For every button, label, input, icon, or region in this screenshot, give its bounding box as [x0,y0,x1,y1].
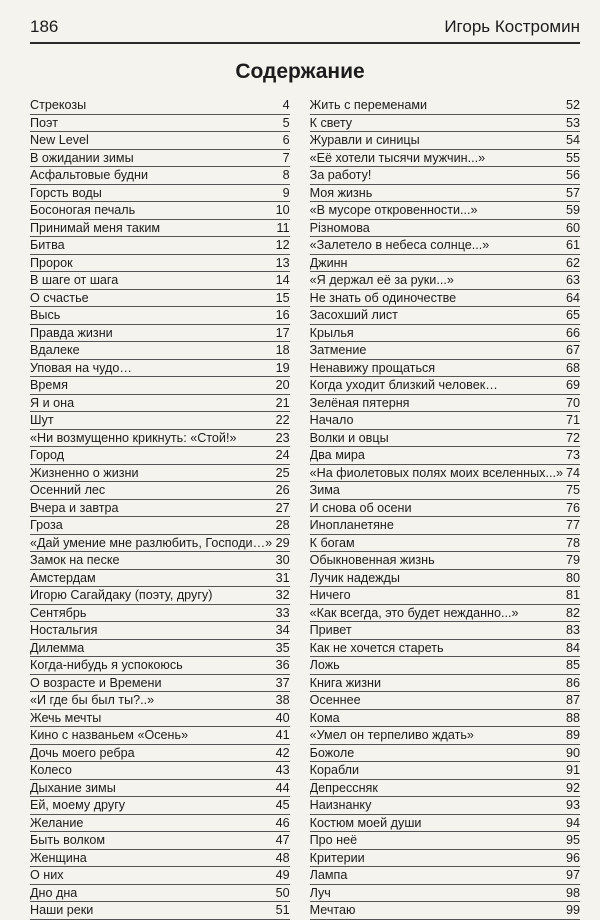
toc-entry [310,640,580,658]
toc-entry [30,710,290,728]
toc-entry-page: 21 [275,395,290,410]
toc-entry-page: 67 [565,343,580,357]
toc-entry-page: 26 [275,483,290,497]
toc-entry [310,360,580,378]
toc-entry [310,237,580,255]
toc-entry-title: «На фиолетовых полях моих вселенных...» [309,465,563,480]
toc-entry-title: К богам [309,535,355,550]
toc-entry [310,447,580,465]
toc-entry-title: Про неё [309,833,358,847]
toc-entry-page: 23 [275,430,290,445]
toc-entry-title: Инопланетяне [309,518,394,532]
toc-entry-title: Божоле [309,745,355,760]
toc-entry-title: Когда уходит близкий человек… [309,378,498,392]
toc-entry [30,255,290,273]
toc-entry [30,622,290,640]
toc-entry-title: Не знать об одиночестве [309,290,457,305]
toc-entry [310,482,580,500]
toc-entry-title: И снова об осени [309,500,412,515]
toc-entry-title: Луч [309,885,331,900]
toc-entry-title: Ей, моему другу [30,798,126,812]
toc-entry [30,290,290,308]
toc-entry-title: Наизнанку [309,798,372,812]
toc-entry [30,902,290,920]
toc-entry-title: Дочь моего ребра [30,745,135,760]
toc-entry [30,377,290,395]
toc-entry [30,850,290,868]
toc-entry-title: Книга жизни [309,675,381,690]
toc-entry-page: 60 [565,220,580,235]
toc-entry [310,255,580,273]
toc-entry-page: 95 [565,833,580,847]
toc-entry-page: 32 [275,588,290,602]
toc-entry [310,832,580,850]
toc-entry [310,902,580,920]
toc-entry-title: Зима [309,483,340,497]
toc-entry-title: Лучик надежды [309,570,400,585]
toc-entry-title: Корабли [309,763,359,777]
toc-entry-page: 16 [275,308,290,322]
toc-entry-page: 70 [565,395,580,410]
toc-entry [30,220,290,238]
toc-entry-title: Крылья [309,325,354,340]
toc-entry [310,272,580,290]
toc-entry-page: 41 [275,728,290,742]
toc-entry-page: 34 [275,623,290,637]
toc-entry [30,535,290,553]
toc-entry-page: 51 [275,903,290,917]
toc-columns [30,97,580,920]
toc-entry-title: В ожидании зимы [30,150,134,165]
toc-entry-page: 78 [565,535,580,550]
toc-entry [310,185,580,203]
toc-entry [310,622,580,640]
toc-entry-title: Дно дна [30,885,78,900]
toc-entry-title: Ничего [309,588,351,602]
toc-entry [310,307,580,325]
toc-entry-title: Когда-нибудь я успокоюсь [30,658,183,672]
toc-entry-title: Два мира [309,448,365,462]
toc-entry-page: 55 [565,150,580,165]
toc-entry-page: 91 [565,763,580,777]
toc-entry-page: 5 [282,115,290,130]
toc-entry-page: 10 [275,203,290,217]
toc-entry-page: 49 [275,868,290,882]
toc-entry [30,605,290,623]
toc-title: Содержание [235,60,365,83]
toc-entry-title: Ложь [309,658,340,672]
toc-entry-page: 64 [565,290,580,305]
toc-entry [30,517,290,535]
toc-entry [310,430,580,448]
toc-entry-page: 80 [565,570,580,585]
toc-entry-title: Босоногая печаль [30,203,136,217]
toc-entry [310,675,580,693]
toc-entry-page: 19 [275,360,290,375]
toc-entry [310,167,580,185]
toc-entry-page: 9 [282,185,290,200]
toc-entry [30,447,290,465]
toc-entry [310,570,580,588]
toc-entry-page: 62 [565,255,580,270]
toc-entry-page: 12 [275,238,290,252]
toc-entry-page: 79 [565,553,580,567]
page-header [30,12,580,44]
toc-right-column [310,97,580,920]
toc-entry [310,377,580,395]
toc-entry-page: 24 [275,448,290,462]
toc-entry [310,465,580,483]
toc-entry-page: 90 [565,745,580,760]
toc-entry-title: Мечтаю [309,903,356,917]
toc-entry-title: Сентябрь [30,605,87,620]
toc-entry-title: Я и она [30,395,75,410]
toc-entry-page: 75 [565,483,580,497]
toc-entry [30,307,290,325]
toc-entry [30,815,290,833]
toc-entry [310,220,580,238]
toc-entry-title: «Её хотели тысячи мужчин...» [309,150,486,165]
toc-entry-page: 27 [275,500,290,515]
toc-entry-page: 18 [275,343,290,357]
toc-entry-page: 38 [275,693,290,707]
toc-entry-title: Кино с названьем «Осень» [30,728,189,742]
toc-entry [30,202,290,220]
toc-entry-title: К свету [309,115,353,130]
toc-entry-title: Стрекозы [30,98,87,112]
toc-entry-page: 42 [275,745,290,760]
toc-entry-page: 33 [275,605,290,620]
toc-entry [310,552,580,570]
toc-entry-title: Высь [30,308,61,322]
toc-entry-title: Депрессняк [309,780,378,795]
toc-entry [310,692,580,710]
toc-entry-title: В шаге от шага [30,273,119,287]
toc-entry-page: 98 [565,885,580,900]
toc-entry [30,640,290,658]
toc-entry [30,132,290,150]
toc-entry-page: 50 [275,885,290,900]
toc-entry [310,587,580,605]
toc-entry-page: 46 [275,815,290,830]
toc-entry-title: Вдалеке [30,343,80,357]
toc-entry-page: 13 [275,255,290,270]
toc-entry-title: О них [30,868,64,882]
toc-entry [310,132,580,150]
toc-entry [310,325,580,343]
toc-entry [310,202,580,220]
toc-entry [310,605,580,623]
toc-entry [30,115,290,133]
toc-entry-title: Зелёная пятерня [309,395,410,410]
toc-entry-page: 40 [275,710,290,725]
toc-entry-page: 17 [275,325,290,340]
toc-entry-title: Начало [309,413,354,427]
toc-entry-page: 66 [565,325,580,340]
toc-entry [310,115,580,133]
toc-entry [30,237,290,255]
toc-entry [30,430,290,448]
toc-entry-title: Критерии [309,850,365,865]
toc-entry [310,290,580,308]
toc-entry [30,272,290,290]
toc-entry [30,465,290,483]
toc-entry-title: Кома [309,710,340,725]
toc-entry-page: 74 [565,465,580,480]
toc-entry-page: 48 [275,850,290,865]
toc-entry [30,482,290,500]
toc-entry-title: Замок на песке [30,553,120,567]
toc-entry-title: Быть волком [30,833,106,847]
toc-left-column [30,97,290,920]
toc-entry-page: 96 [565,850,580,865]
toc-entry-title: Желание [30,815,84,830]
toc-entry [310,815,580,833]
toc-entry-page: 37 [275,675,290,690]
toc-entry-page: 71 [565,413,580,427]
toc-entry [30,167,290,185]
toc-entry-title: Ностальгия [30,623,98,637]
toc-entry-title: Вчера и завтра [30,500,119,515]
toc-entry-page: 11 [276,220,290,235]
toc-entry-title: «И где бы был ты?..» [30,693,155,707]
toc-entry-title: О счастье [30,290,89,305]
toc-entry [30,797,290,815]
toc-entry [30,832,290,850]
toc-entry-page: 93 [565,798,580,812]
toc-entry [310,412,580,430]
toc-entry-page: 86 [565,675,580,690]
toc-entry-title: Жечь мечты [30,710,102,725]
toc-entry-title: «Я держал её за руки...» [309,273,454,287]
toc-entry-title: О возрасте и Времени [30,675,162,690]
toc-entry [310,797,580,815]
toc-entry-page: 29 [275,535,290,550]
toc-entry [310,535,580,553]
toc-entry-page: 85 [565,658,580,672]
toc-entry-page: 36 [275,658,290,672]
toc-entry-page: 25 [275,465,290,480]
toc-entry [30,325,290,343]
toc-entry-page: 81 [565,588,580,602]
toc-entry-page: 89 [565,728,580,742]
toc-entry [30,587,290,605]
toc-entry-title: «Умел он терпеливо ждать» [309,728,474,742]
toc-entry-title: Лампа [309,868,348,882]
toc-entry-page: 82 [565,605,580,620]
toc-entry [310,517,580,535]
toc-entry-title: «Залетело в небеса солнце...» [309,238,490,252]
toc-entry-title: Пророк [30,255,73,270]
toc-entry [310,395,580,413]
toc-entry-page: 52 [565,98,580,112]
toc-entry [310,500,580,518]
toc-entry [30,500,290,518]
toc-entry [30,867,290,885]
toc-entry-title: «В мусоре откровенности...» [309,203,478,217]
toc-entry-page: 8 [282,168,290,182]
toc-entry-title: Шут [30,413,54,427]
toc-entry-page: 14 [275,273,290,287]
toc-entry-page: 88 [565,710,580,725]
toc-entry-title: Волки и овцы [309,430,389,445]
toc-entry-title: Колесо [30,763,72,777]
toc-entry-title: «Ни возмущенно крикнуть: «Стой!» [30,430,237,445]
toc-entry-title: За работу! [309,168,372,182]
toc-entry [30,570,290,588]
toc-entry-title: Принимай меня таким [30,220,161,235]
toc-entry-page: 47 [275,833,290,847]
toc-entry [310,780,580,798]
toc-entry-page: 69 [565,378,580,392]
toc-entry-title: Осенний лес [30,483,106,497]
toc-entry-title: Горсть воды [30,185,102,200]
toc-entry-page: 87 [565,693,580,707]
toc-entry [30,692,290,710]
toc-entry-title: Гроза [30,518,63,532]
toc-entry-title: Город [30,448,65,462]
toc-entry [30,727,290,745]
toc-entry-title: Костюм моей души [309,815,422,830]
toc-entry-page: 56 [565,168,580,182]
toc-entry-title: Журавли и синицы [309,133,420,147]
toc-entry-page: 4 [282,98,290,112]
toc-entry-page: 43 [275,763,290,777]
toc-entry [310,97,580,115]
toc-entry-page: 30 [275,553,290,567]
toc-entry-page: 63 [565,273,580,287]
toc-entry-title: Ненавижу прощаться [309,360,436,375]
toc-entry [30,745,290,763]
toc-entry [310,867,580,885]
toc-entry [30,97,290,115]
toc-entry-page: 99 [565,903,580,917]
toc-entry [30,552,290,570]
toc-entry-title: Моя жизнь [309,185,373,200]
toc-entry-title: New Level [30,133,89,147]
toc-entry-page: 92 [565,780,580,795]
toc-entry-page: 22 [275,413,290,427]
toc-entry-title: «Как всегда, это будет нежданно...» [309,605,519,620]
toc-entry [30,675,290,693]
toc-entry-page: 35 [275,640,290,655]
toc-entry-page: 65 [565,308,580,322]
toc-entry-title: Игорю Сагайдаку (поэту, другу) [30,588,213,602]
toc-entry [30,885,290,903]
page-number: 186 [30,17,59,36]
toc-entry-title: Наши реки [30,903,94,917]
toc-entry-title: Різномова [309,220,370,235]
toc-entry-title: Привет [309,623,352,637]
toc-entry [30,762,290,780]
toc-entry [30,342,290,360]
toc-entry [30,657,290,675]
toc-entry-title: Жить с переменами [309,98,428,112]
toc-entry-title: Битва [30,238,65,252]
toc-entry-title: Асфальтовые будни [30,168,149,182]
toc-entry [310,150,580,168]
toc-entry [30,185,290,203]
toc-entry-page: 61 [565,238,580,252]
toc-entry-title: «Дай умение мне разлюбить, Господи…» [30,535,273,550]
toc-entry-page: 68 [565,360,580,375]
toc-entry-page: 94 [565,815,580,830]
toc-entry-title: Обыкновенная жизнь [309,553,435,567]
toc-entry-page: 53 [565,115,580,130]
toc-entry-title: Женщина [30,850,87,865]
toc-entry-page: 6 [282,133,290,147]
toc-entry-page: 77 [565,518,580,532]
toc-entry [310,850,580,868]
toc-entry-title: Осеннее [309,693,361,707]
toc-entry-page: 73 [565,448,580,462]
toc-entry-title: Джинн [309,255,348,270]
toc-entry-page: 83 [565,623,580,637]
toc-entry-page: 76 [565,500,580,515]
toc-entry [30,395,290,413]
toc-entry-page: 72 [565,430,580,445]
toc-entry-title: Жизненно о жизни [30,465,139,480]
toc-entry-title: Уповая на чудо… [30,360,132,375]
toc-entry [30,150,290,168]
toc-entry-page: 15 [275,290,290,305]
toc-entry [30,360,290,378]
toc-entry-page: 20 [275,378,290,392]
toc-entry-page: 31 [275,570,290,585]
toc-entry-title: Засохший лист [309,308,398,322]
toc-entry [310,710,580,728]
toc-entry [310,762,580,780]
toc-entry-page: 44 [275,780,290,795]
toc-entry-page: 28 [275,518,290,532]
toc-entry-title: Поэт [30,115,58,130]
toc-entry-title: Амстердам [30,570,96,585]
toc-entry-page: 97 [565,868,580,882]
toc-entry-title: Дыхание зимы [30,780,116,795]
toc-entry [30,780,290,798]
toc-entry-title: Время [30,378,68,392]
toc-entry-title: Правда жизни [30,325,113,340]
toc-entry-page: 45 [275,798,290,812]
toc-entry-page: 84 [565,640,580,655]
toc-entry [310,657,580,675]
toc-entry-title: Затмение [309,343,367,357]
toc-entry [30,412,290,430]
toc-entry-page: 59 [565,203,580,217]
toc-entry-title: Дилемма [30,640,85,655]
toc-entry [310,885,580,903]
toc-entry-title: Как не хочется стареть [309,640,444,655]
toc-entry [310,342,580,360]
toc-entry-page: 57 [565,185,580,200]
toc-entry-page: 7 [282,150,290,165]
toc-entry [310,727,580,745]
toc-entry-page: 54 [565,133,580,147]
toc-entry [310,745,580,763]
author-name: Игорь Костромин [444,17,580,36]
